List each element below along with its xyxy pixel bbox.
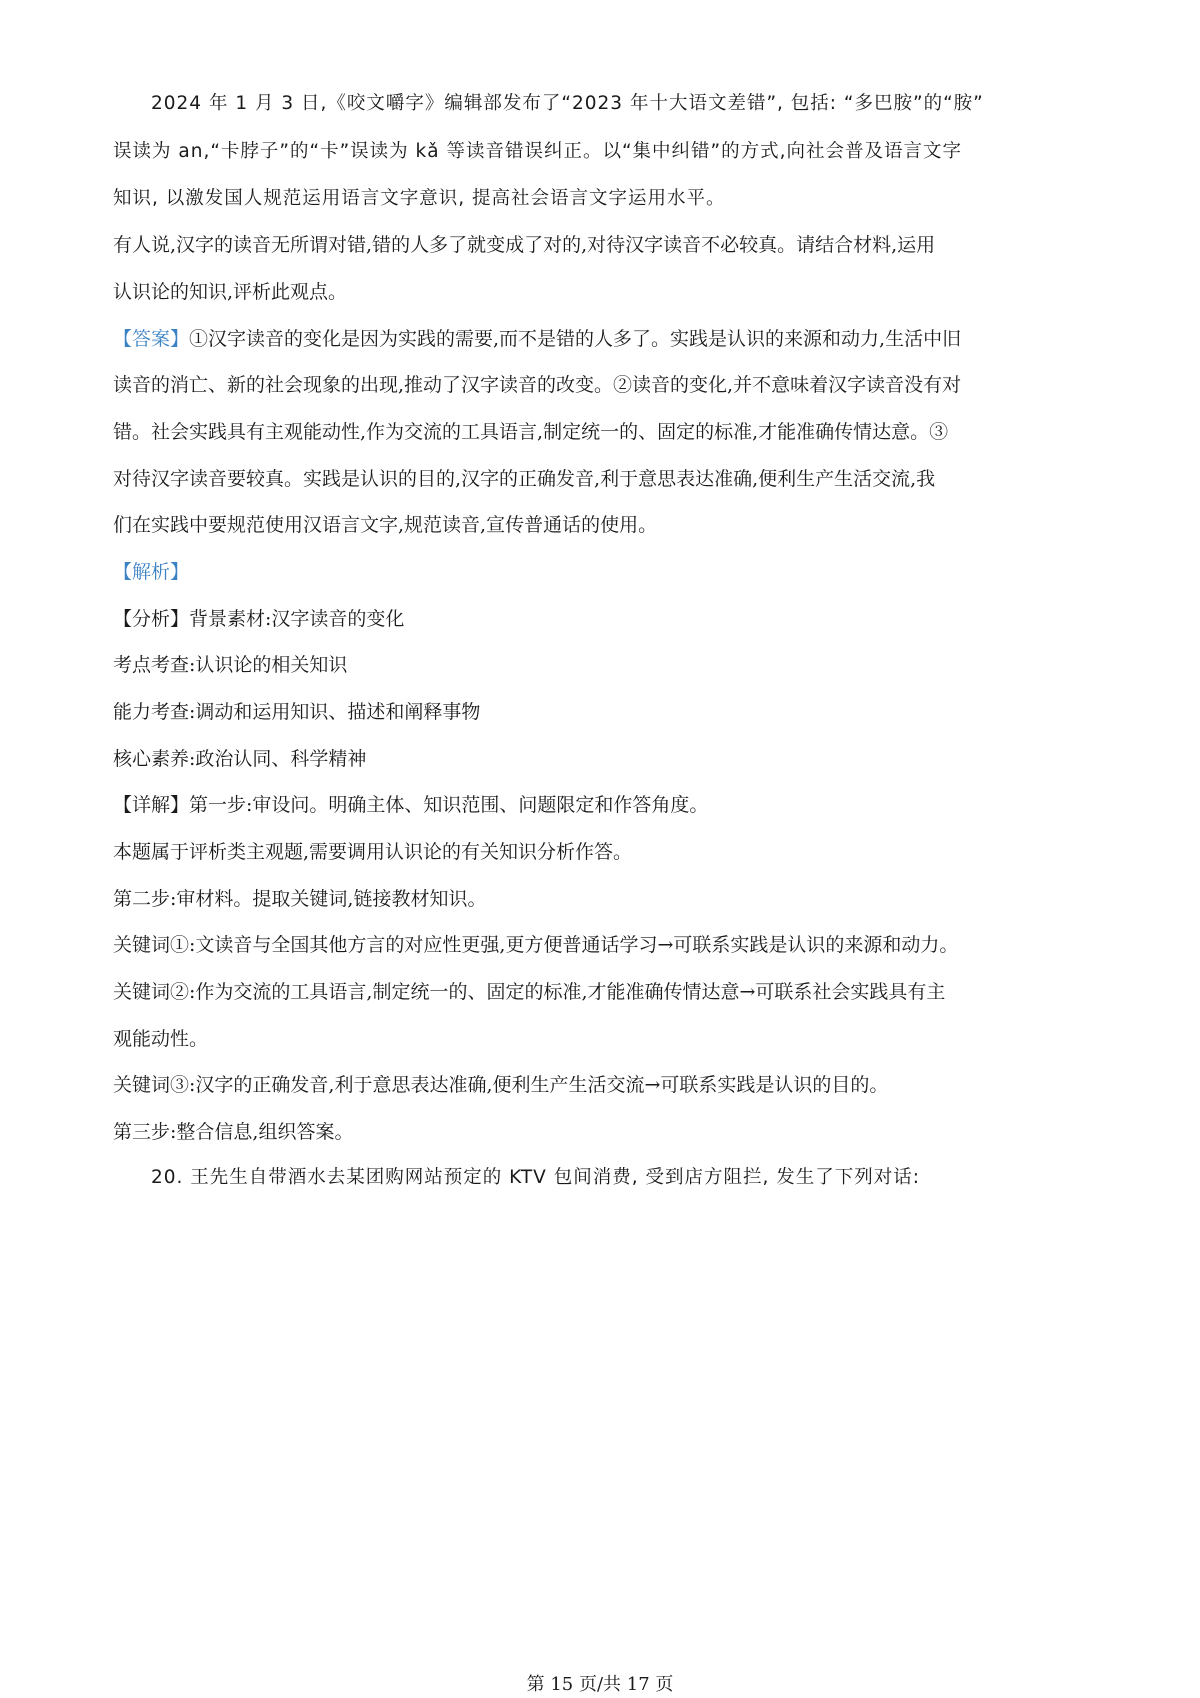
analysis-fenxi: 【分析】背景素材:汉字读音的变化 xyxy=(113,608,405,630)
question-line-1: 有人说,汉字的读音无所谓对错,错的人多了就变成了对的,对待汉字读音不必较真。请结合材料,运用 xyxy=(113,234,936,256)
answer-line-5: 们在实践中要规范使用汉语言文字,规范读音,宣传普通话的使用。 xyxy=(113,514,658,536)
analysis-suyang: 核心素养:政治认同、科学精神 xyxy=(113,748,367,770)
material-line-2: 误读为 an,“卡脖子”的“卡”误读为 kǎ 等读音错误纠正。以“集中纠错”的方式,向社会普及语言文字 xyxy=(113,141,963,162)
analysis-keyword-3: 关键词③:汉字的正确发音,利于意思表达准确,便利生产生活交流→可联系实践是认识的目的。 xyxy=(113,1074,889,1096)
analysis-step3: 第三步:整合信息,组织答案。 xyxy=(113,1121,354,1143)
analysis-benti: 本题属于评析类主观题,需要调用认识论的有关知识分析作答。 xyxy=(113,841,633,863)
question-line-2: 认识论的知识,评析此观点。 xyxy=(113,281,348,303)
analysis-keyword-1: 关键词①:文读音与全国其他方言的对应性更强,更方便普通话学习→可联系实践是认识的来源和动力。 xyxy=(113,934,959,956)
material-line-3: 知识, 以激发国人规范运用语言文字意识, 提高社会语言文字运用水平。 xyxy=(113,188,726,209)
answer-line-3: 错。社会实践具有主观能动性,作为交流的工具语言,制定统一的、固定的标准,才能准确传情达意。③ xyxy=(113,421,949,443)
question-20: 20. 王先生自带酒水去某团购网站预定的 KTV 包间消费, 受到店方阻拦, 发生了下列对话: xyxy=(151,1167,920,1188)
analysis-tag: 【解析】 xyxy=(113,561,190,583)
material-line-1: 2024 年 1 月 3 日,《咬文嚼字》编辑部发布了“2023 年十大语文差错”, 包括: “多巴胺”的“胺” xyxy=(151,93,984,114)
answer-line-1 xyxy=(113,327,1100,351)
analysis-keyword-2b: 观能动性。 xyxy=(113,1028,209,1050)
analysis-nengli: 能力考查:调动和运用知识、描述和阐释事物 xyxy=(113,701,481,723)
analysis-step2: 第二步:审材料。提取关键词,链接教材知识。 xyxy=(113,888,487,910)
answer-text-1: ①汉字读音的变化是因为实践的需要,而不是错的人多了。实践是认识的来源和动力,生活中旧 xyxy=(189,328,962,350)
answer-tag: 【答案】 xyxy=(113,328,190,350)
answer-line-4: 对待汉字读音要较真。实践是认识的目的,汉字的正确发音,利于意思表达准确,便利生产生活交流,我 xyxy=(113,468,936,490)
analysis-kaodian: 考点考查:认识论的相关知识 xyxy=(113,654,348,676)
analysis-keyword-2a: 关键词②:作为交流的工具语言,制定统一的、固定的标准,才能准确传情达意→可联系社会实践具有主 xyxy=(113,981,946,1003)
analysis-xiangjie: 【详解】第一步:审设问。明确主体、知识范围、问题限定和作答角度。 xyxy=(113,794,709,816)
answer-line-2: 读音的消亡、新的社会现象的出现,推动了汉字读音的改变。②读音的变化,并不意味着汉字读音没有对 xyxy=(113,374,962,396)
page-footer: 第 15 页/共 17 页 xyxy=(526,1674,674,1695)
